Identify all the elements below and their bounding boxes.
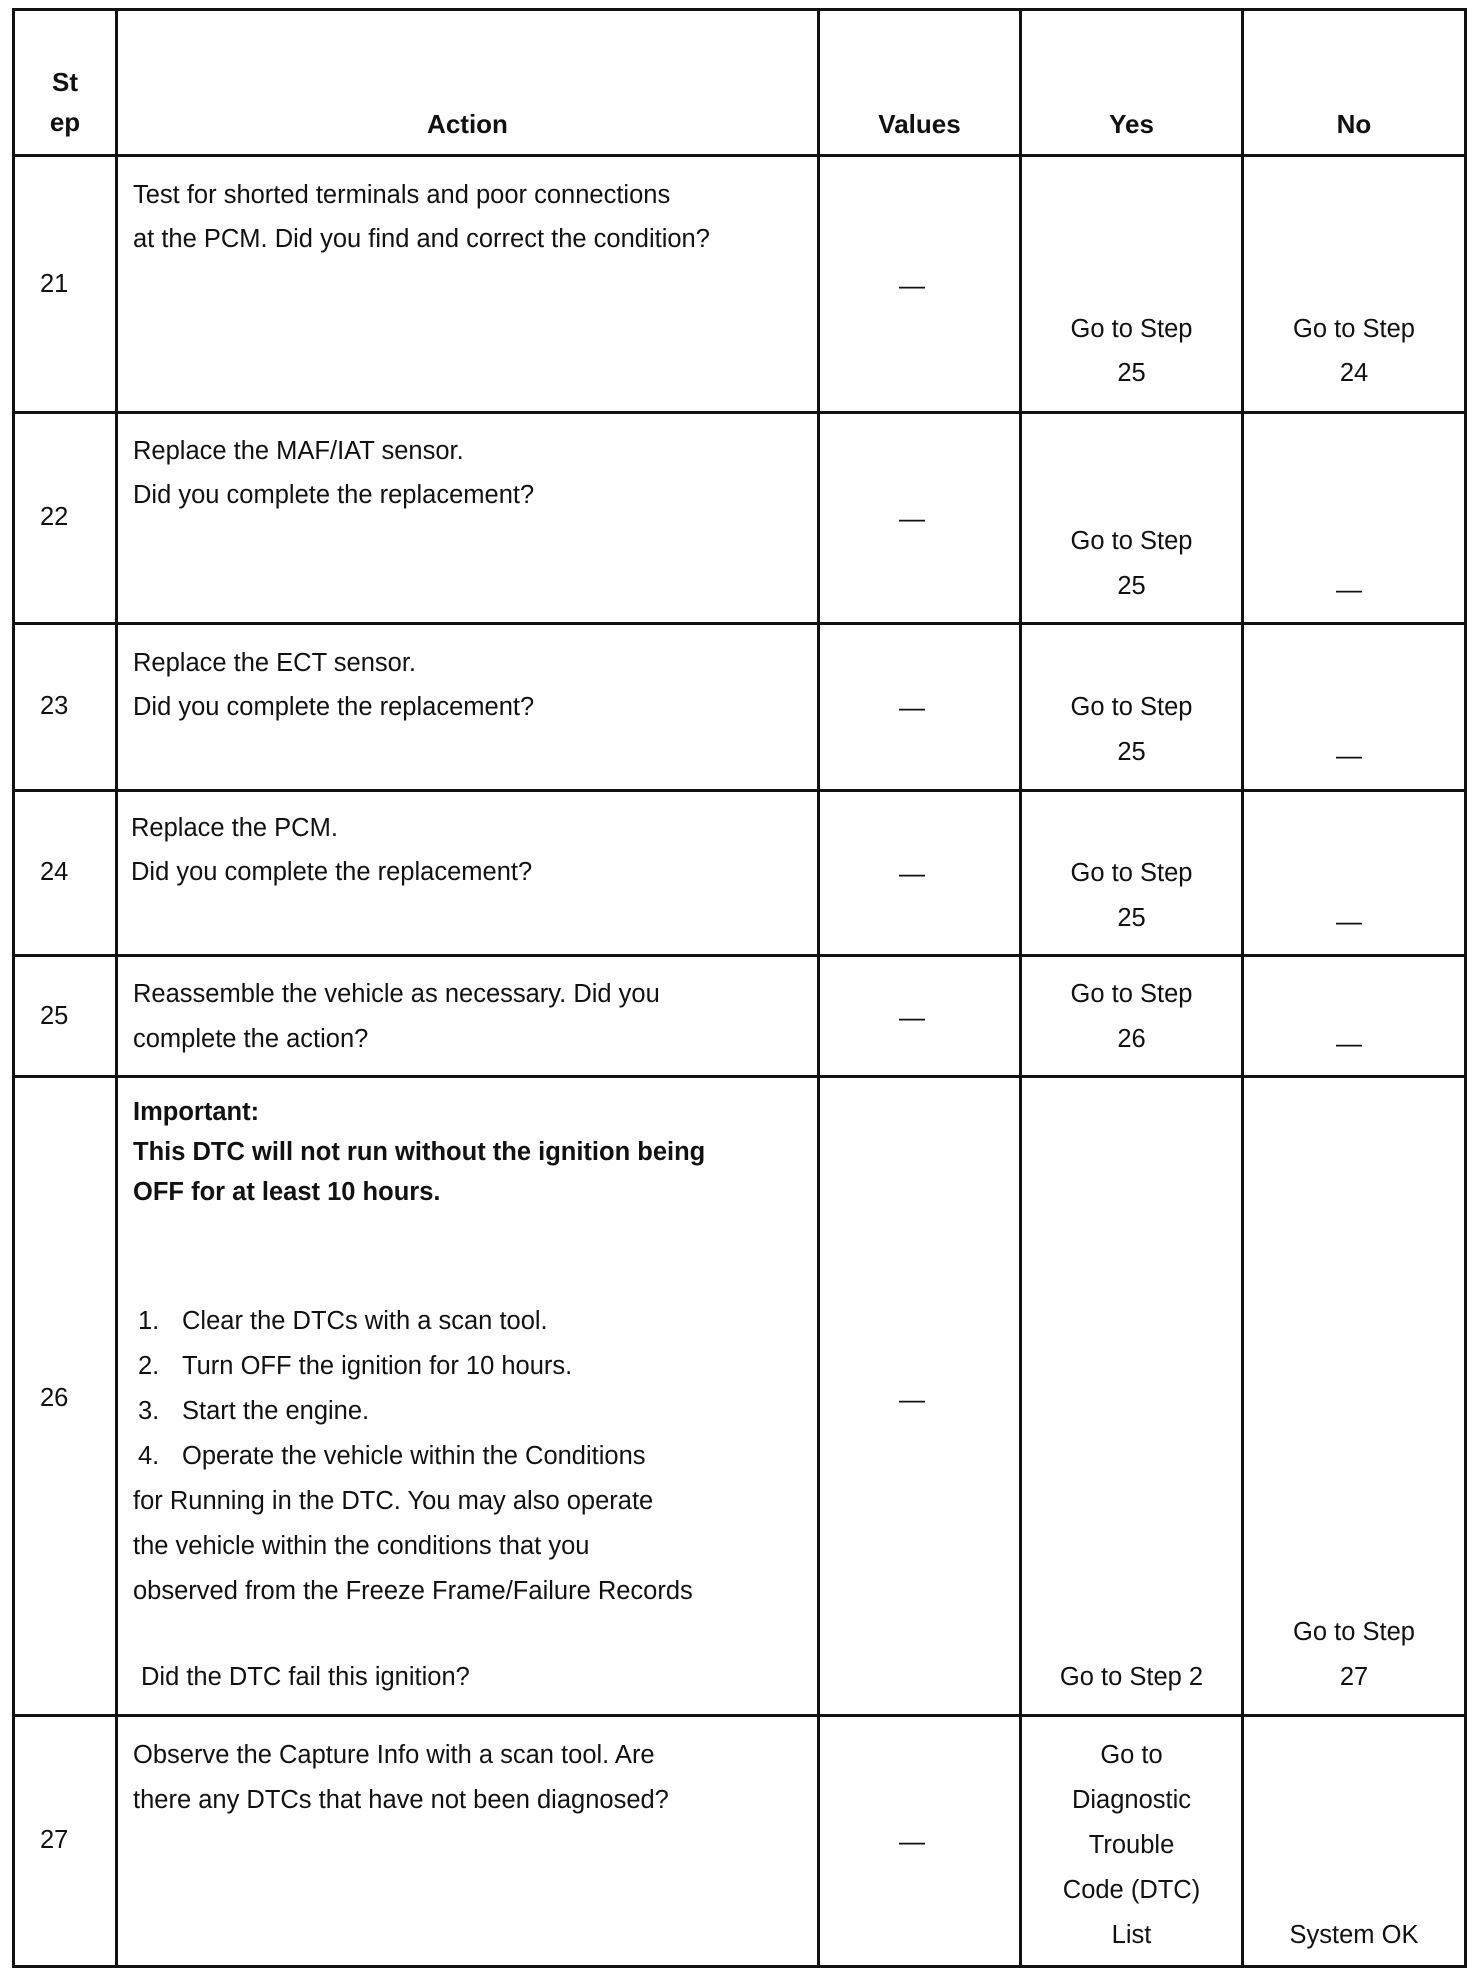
no-dash: — bbox=[1336, 740, 1362, 770]
action-question: Did the DTC fail this ignition? bbox=[141, 1663, 470, 1691]
yes-action: Diagnostic bbox=[1071, 1786, 1192, 1814]
yes-action: Go to Step 2 bbox=[1059, 1663, 1204, 1691]
value-dash: — bbox=[899, 1002, 925, 1032]
list-item: Operate the vehicle within the Conditions bbox=[182, 1442, 646, 1470]
important-title: Important: bbox=[133, 1098, 260, 1126]
action-text: Replace the ECT sensor. bbox=[133, 649, 417, 677]
row-divider bbox=[12, 789, 1467, 792]
step-number: 24 bbox=[40, 858, 69, 886]
value-dash: — bbox=[899, 270, 925, 300]
yes-action: Go to Step bbox=[1070, 315, 1193, 343]
yes-action: 25 bbox=[1117, 904, 1146, 932]
yes-action: 25 bbox=[1117, 738, 1146, 766]
action-text: Test for shorted terminals and poor connections bbox=[133, 181, 671, 209]
step-number: 27 bbox=[40, 1826, 69, 1854]
yes-action: Go to bbox=[1100, 1741, 1163, 1769]
list-number: 1. bbox=[138, 1307, 160, 1335]
no-action: Go to Step bbox=[1293, 315, 1415, 343]
important-text: OFF for at least 10 hours. bbox=[133, 1178, 441, 1206]
row-divider bbox=[12, 622, 1467, 625]
no-action: System OK bbox=[1289, 1921, 1419, 1949]
action-text: the vehicle within the conditions that you bbox=[133, 1532, 590, 1560]
yes-action: Go to Step bbox=[1070, 693, 1193, 721]
yes-action: List bbox=[1111, 1921, 1152, 1949]
no-dash: — bbox=[1336, 574, 1362, 604]
action-text: complete the action? bbox=[133, 1025, 369, 1053]
column-divider bbox=[12, 8, 15, 1968]
action-text: Reassemble the vehicle as necessary. Did you bbox=[133, 980, 660, 1008]
yes-action: Go to Step bbox=[1070, 859, 1193, 887]
column-divider bbox=[1464, 8, 1467, 1968]
yes-action: Trouble bbox=[1088, 1831, 1175, 1859]
header-no: No bbox=[1336, 109, 1372, 139]
no-action: 24 bbox=[1339, 359, 1369, 387]
no-action: 27 bbox=[1339, 1663, 1369, 1691]
no-dash: — bbox=[1336, 1028, 1362, 1058]
header-action: Action bbox=[427, 109, 508, 139]
important-text: This DTC will not run without the ignition being bbox=[133, 1138, 706, 1166]
value-dash: — bbox=[899, 503, 925, 533]
header-step bbox=[15, 62, 115, 142]
yes-action: Go to Step bbox=[1070, 980, 1193, 1008]
yes-action: 25 bbox=[1117, 572, 1146, 600]
action-text: for Running in the DTC. You may also operate bbox=[133, 1487, 654, 1515]
step-number: 22 bbox=[40, 503, 69, 531]
action-text: at the PCM. Did you find and correct the condition? bbox=[133, 225, 710, 253]
column-divider bbox=[817, 8, 820, 1968]
row-divider bbox=[12, 1075, 1467, 1078]
step-number: 21 bbox=[40, 270, 69, 298]
no-dash: — bbox=[1336, 906, 1362, 936]
value-dash: — bbox=[899, 1826, 925, 1856]
action-text: Replace the MAF/IAT sensor. bbox=[133, 437, 464, 465]
yes-action: Go to Step bbox=[1070, 527, 1193, 555]
action-text: Did you complete the replacement? bbox=[133, 481, 535, 509]
action-text: Did you complete the replacement? bbox=[133, 693, 535, 721]
list-number: 4. bbox=[138, 1442, 160, 1470]
row-divider bbox=[12, 154, 1467, 157]
action-text: there any DTCs that have not been diagnosed? bbox=[133, 1786, 669, 1814]
action-text: Replace the PCM. bbox=[131, 814, 338, 842]
step-number: 23 bbox=[40, 692, 69, 720]
header-yes: Yes bbox=[1109, 109, 1154, 139]
row-divider bbox=[12, 954, 1467, 957]
row-divider bbox=[12, 411, 1467, 414]
row-divider bbox=[12, 1714, 1467, 1717]
action-text: Observe the Capture Info with a scan tool. Are bbox=[133, 1741, 655, 1769]
table-border-top bbox=[12, 8, 1467, 11]
no-action: Go to Step bbox=[1293, 1618, 1415, 1646]
value-dash: — bbox=[899, 858, 925, 888]
header-step-line: St bbox=[52, 67, 78, 97]
yes-action: Code (DTC) bbox=[1062, 1876, 1201, 1904]
list-number: 2. bbox=[138, 1352, 160, 1380]
step-number: 25 bbox=[40, 1002, 69, 1030]
action-text: observed from the Freeze Frame/Failure Records bbox=[133, 1577, 693, 1605]
value-dash: — bbox=[899, 1384, 925, 1414]
yes-action: 26 bbox=[1117, 1025, 1146, 1053]
header-step-line: ep bbox=[49, 107, 81, 137]
yes-action: 25 bbox=[1117, 359, 1146, 387]
list-item: Turn OFF the ignition for 10 hours. bbox=[182, 1352, 573, 1380]
step-number: 26 bbox=[40, 1384, 69, 1412]
column-divider bbox=[115, 8, 118, 1968]
list-item: Clear the DTCs with a scan tool. bbox=[182, 1307, 548, 1335]
header-values: Values bbox=[878, 109, 961, 139]
value-dash: — bbox=[899, 692, 925, 722]
list-number: 3. bbox=[138, 1397, 160, 1425]
list-item: Start the engine. bbox=[182, 1397, 370, 1425]
action-text: Did you complete the replacement? bbox=[131, 858, 533, 886]
